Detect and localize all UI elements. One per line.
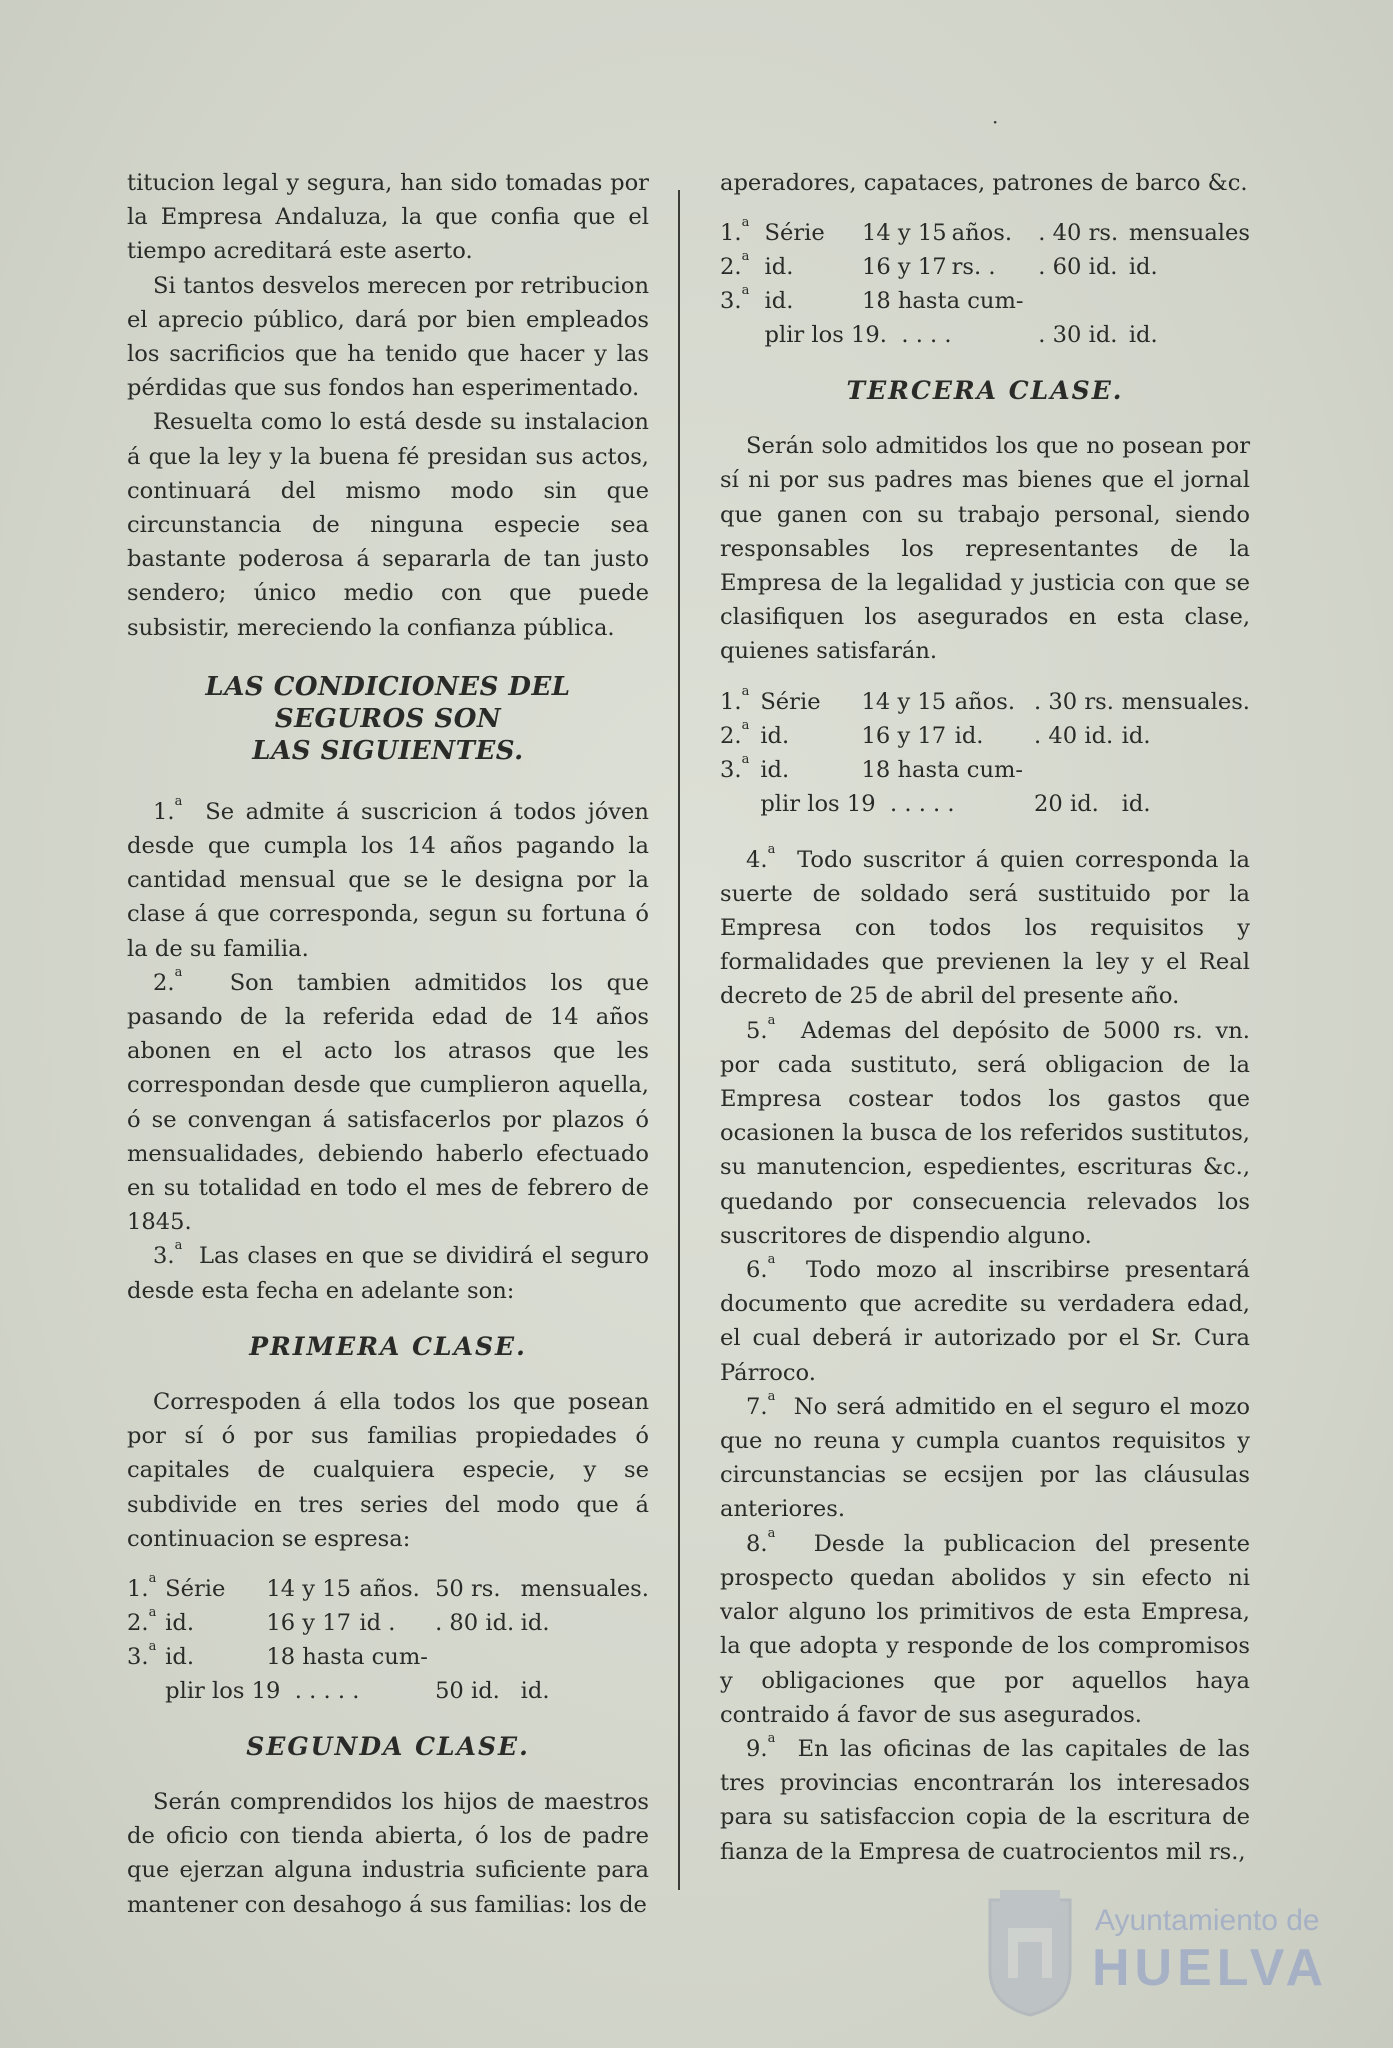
series-cell — [760, 787, 954, 821]
watermark-line1: Ayuntamiento de — [1095, 1904, 1320, 1937]
series-cell: . 30 id. — [1038, 322, 1118, 349]
series-cell: id. — [764, 254, 794, 281]
condition-5 — [720, 1014, 1250, 1253]
series-cell: . 40 rs. — [1038, 220, 1119, 247]
superscript: a — [741, 215, 750, 231]
series-cell: 18 hasta cum- — [861, 756, 1024, 783]
series-cell: . 80 id. — [435, 1609, 515, 1636]
condition-number: 3. — [153, 1243, 175, 1270]
condition-4 — [720, 843, 1250, 1014]
series-cell: . 60 id. — [1038, 254, 1118, 281]
series-cell: . 40 id. — [1034, 722, 1114, 749]
superscript: a — [741, 717, 750, 733]
superscript: a — [767, 1730, 776, 1746]
series-number: 3. — [127, 1643, 149, 1670]
series-cell: años. — [359, 1575, 420, 1602]
series-cell: . 30 rs. — [1034, 688, 1114, 715]
condition-number: 4. — [746, 846, 768, 873]
condition-number: 7. — [746, 1393, 768, 1420]
segunda-series-table — [720, 216, 1250, 352]
series-cell: id. — [1128, 254, 1158, 281]
segunda-clase-title: SEGUNDA CLASE. — [246, 1731, 530, 1761]
condition-number: 6. — [746, 1257, 768, 1284]
tercera-clase-title: TERCERA CLASE. — [846, 376, 1124, 406]
series-cell: 16 y 17 — [861, 722, 947, 749]
series-number: 1. — [127, 1575, 149, 1602]
series-cell: 16 y 17 — [861, 254, 947, 281]
series-cell: Série — [760, 688, 821, 715]
condition-text: Todo suscritor á quien corresponda la suerte de soldado será sustituido por la Empresa con todos los requisitos y formalidades que previenen la ley y el Real decreto de 25 de abril del presente año. — [720, 846, 1250, 1010]
superscript: a — [148, 1604, 157, 1620]
series-cell: Série — [764, 220, 825, 247]
condition-9 — [720, 1732, 1250, 1869]
superscript: a — [767, 841, 776, 857]
heading-line: LAS CONDICIONES DEL SEGUROS SON — [205, 671, 571, 734]
series-cell: id. — [764, 288, 794, 315]
primera-series-table — [127, 1572, 649, 1708]
superscript: a — [741, 683, 750, 699]
condition-1 — [127, 795, 649, 966]
series-cell: años. — [954, 688, 1016, 715]
paragraph: aperadores, capataces, patrones de barco &c. — [720, 170, 1248, 196]
condition-3 — [127, 1239, 649, 1307]
condition-number: 5. — [746, 1017, 768, 1044]
paragraph: Si tantos desvelos merecen por retribucion el aprecio público, dará por bien empleados los sacrificios que ha tenido que hacer y las pérdidas que sus fondos han esperimentado. — [127, 272, 649, 402]
ayuntamiento-watermark — [980, 1890, 1329, 2020]
superscript: a — [148, 1638, 157, 1654]
superscript: a — [767, 1012, 776, 1028]
series-cell: 18 hasta cum- — [861, 288, 1024, 315]
condition-number: 8. — [746, 1530, 768, 1557]
series-cell: id. — [1121, 722, 1151, 749]
series-row — [720, 250, 1250, 284]
condition-7 — [720, 1390, 1250, 1527]
series-cell: mensuales. — [520, 1575, 649, 1602]
series-cell: id. — [520, 1677, 550, 1704]
series-cell: plir los 19 — [165, 1677, 281, 1704]
series-row — [127, 1674, 649, 1708]
conditions-heading — [127, 671, 649, 767]
column-divider — [678, 190, 680, 1890]
series-dots: . . . . . — [889, 790, 955, 817]
series-cell: 14 y 15 — [861, 220, 947, 247]
left-column — [127, 166, 649, 1922]
condition-text: Todo mozo al inscribirse presentará documento que acredite su verdadera edad, el cual deberá ir autorizado por el Sr. Cura Párroco. — [720, 1257, 1250, 1386]
series-cell: 50 id. — [435, 1677, 500, 1704]
tercera-series-table — [720, 685, 1250, 821]
condition-6 — [720, 1253, 1250, 1390]
series-cell: id . — [359, 1609, 396, 1636]
paragraph: titucion legal y segura, han sido tomadas por la Empresa Andaluza, la que confia que el tiempo acreditará este aserto. — [127, 170, 649, 265]
series-cell: 20 id. — [1034, 790, 1099, 817]
series-row — [720, 753, 1250, 787]
series-cell: 50 rs. — [435, 1575, 501, 1602]
superscript: a — [741, 249, 750, 265]
series-cell: 16 y 17 — [266, 1609, 351, 1636]
series-cell: rs. . — [951, 254, 996, 281]
paragraph: Serán solo admitidos los que no posean por sí ni por sus padres mas bienes que el jornal que ganen con su trabajo personal, siendo responsables los representantes de la Empresa de la legalidad y justicia con que se clasifiquen los asegurados en esta clase, quienes satisfarán. — [720, 433, 1250, 665]
series-cell: mensuales. — [1121, 688, 1250, 715]
series-row — [720, 284, 1250, 318]
series-dots: . . . . . — [294, 1677, 360, 1704]
superscript: a — [741, 283, 750, 299]
superscript: a — [174, 964, 183, 980]
series-cell — [165, 1674, 359, 1708]
condition-text: Las clases en que se dividirá el seguro desde esta fecha en adelante son: — [127, 1243, 649, 1304]
heading-line: LAS SIGUIENTES. — [252, 735, 524, 766]
series-cell: id. — [165, 1609, 195, 1636]
condition-number: 2. — [153, 969, 175, 996]
superscript: a — [767, 1525, 776, 1541]
condition-text: Desde la publicacion del presente prospecto quedan abolidos y sin efecto ni valor alguno los primitivos de esta Empresa, la que adopta y responde de los compromisos y obligaciones que por aquellos haya contraido á favor de sus asegurados. — [720, 1530, 1250, 1728]
series-number: 2. — [720, 254, 742, 281]
coat-of-arms-icon — [980, 1890, 1080, 2020]
series-cell: id. — [760, 722, 790, 749]
condition-text: Ademas del depósito de 5000 rs. vn. por cada sustituto, será obligacion de la Empresa costear todos los gastos que ocasionen la busca de los referidos sustitutos, su manutencion, espedientes, escrituras &c., quedando por consecuencia relevados los suscritores de dispendio alguno. — [720, 1017, 1250, 1249]
condition-text: No será admitido en el seguro el mozo que no reuna y cumpla cuantos requisitos y circunstancias se ecsijen por las cláusulas anteriores. — [720, 1393, 1250, 1523]
series-cell: plir los 19 — [760, 790, 876, 817]
series-dots: . . . . — [901, 322, 952, 349]
series-number: 1. — [720, 220, 742, 247]
series-cell: mensuales — [1128, 220, 1250, 247]
right-column — [720, 166, 1250, 1869]
superscript: a — [767, 1252, 776, 1268]
superscript: a — [174, 793, 183, 809]
series-row — [720, 719, 1250, 753]
series-number: 3. — [720, 288, 742, 315]
series-cell — [765, 318, 952, 352]
condition-text: Son tambien admitidos los que pasando de la referida edad de 14 años abonen en el acto los atrasos que les correspondan desde que cumplieron aquella, ó se convengan á satisfacerlos por plazos ó mensualidades, debiendo haberlo efectuado en su totalidad en todo el mes de febrero de 1845. — [127, 969, 649, 1236]
superscript: a — [741, 751, 750, 767]
condition-number: 9. — [746, 1735, 768, 1762]
series-cell: años. — [951, 220, 1013, 247]
series-cell: Série — [165, 1575, 226, 1602]
superscript: a — [767, 1388, 776, 1404]
series-cell: 14 y 15 — [266, 1575, 351, 1602]
series-number: 2. — [720, 722, 742, 749]
superscript: a — [148, 1570, 157, 1586]
paragraph: Serán comprendidos los hijos de maestros de oficio con tienda abierta, ó los de padre que ejerzan alguna industria suficiente para mantener con desahogo á sus familias: los de — [127, 1788, 649, 1918]
superscript: a — [174, 1238, 183, 1254]
condition-2 — [127, 966, 649, 1240]
series-row — [720, 318, 1250, 352]
paragraph: Resuelta como lo está desde su instalacion á que la ley y la buena fé presidan sus actos, continuará del mismo modo sin que circunstancia de ninguna especie sea bastante poderosa á separarla de tan justo sendero; único medio con que puede subsistir, mereciendo la confianza pública. — [127, 409, 649, 641]
series-cell: 14 y 15 — [861, 688, 947, 715]
condition-text: Se admite á suscricion á todos jóven desde que cumpla los 14 años pagando la cantidad mensual que se le designa por la clase á que corresponda, segun su fortuna ó la de su familia. — [127, 798, 649, 962]
series-cell: 18 hasta cum- — [266, 1643, 428, 1670]
series-cell: plir los 19. — [764, 322, 887, 349]
series-row — [720, 685, 1250, 719]
series-cell: id. — [1121, 790, 1151, 817]
condition-text: En las oficinas de las capitales de las tres provincias encontrarán los interesados para su satisfaccion copia de la escritura de fianza de la Empresa de cuatrocientos mil rs., — [720, 1735, 1250, 1865]
primera-clase-title: PRIMERA CLASE. — [249, 1331, 527, 1361]
series-cell: id. — [520, 1609, 550, 1636]
condition-8 — [720, 1527, 1250, 1732]
series-cell: id. — [954, 722, 984, 749]
series-row — [127, 1572, 649, 1606]
watermark-line2: HUELVA — [1092, 1939, 1329, 1997]
ink-dot: · — [992, 110, 999, 134]
series-number: 2. — [127, 1609, 149, 1636]
series-number: 3. — [720, 756, 742, 783]
series-number: 1. — [720, 688, 742, 715]
series-cell: id. — [760, 756, 790, 783]
series-row — [720, 787, 1250, 821]
paragraph: Correspoden á ella todos los que posean por sí ó por sus familias propiedades ó capitales de cualquiera especie, y se subdivide en tres series del modo que á continuacion se espresa: — [127, 1388, 649, 1552]
series-row — [127, 1640, 649, 1674]
series-row — [720, 216, 1250, 250]
condition-number: 1. — [153, 798, 175, 825]
series-cell: id. — [165, 1643, 195, 1670]
series-row — [127, 1606, 649, 1640]
series-cell: id. — [1128, 322, 1158, 349]
